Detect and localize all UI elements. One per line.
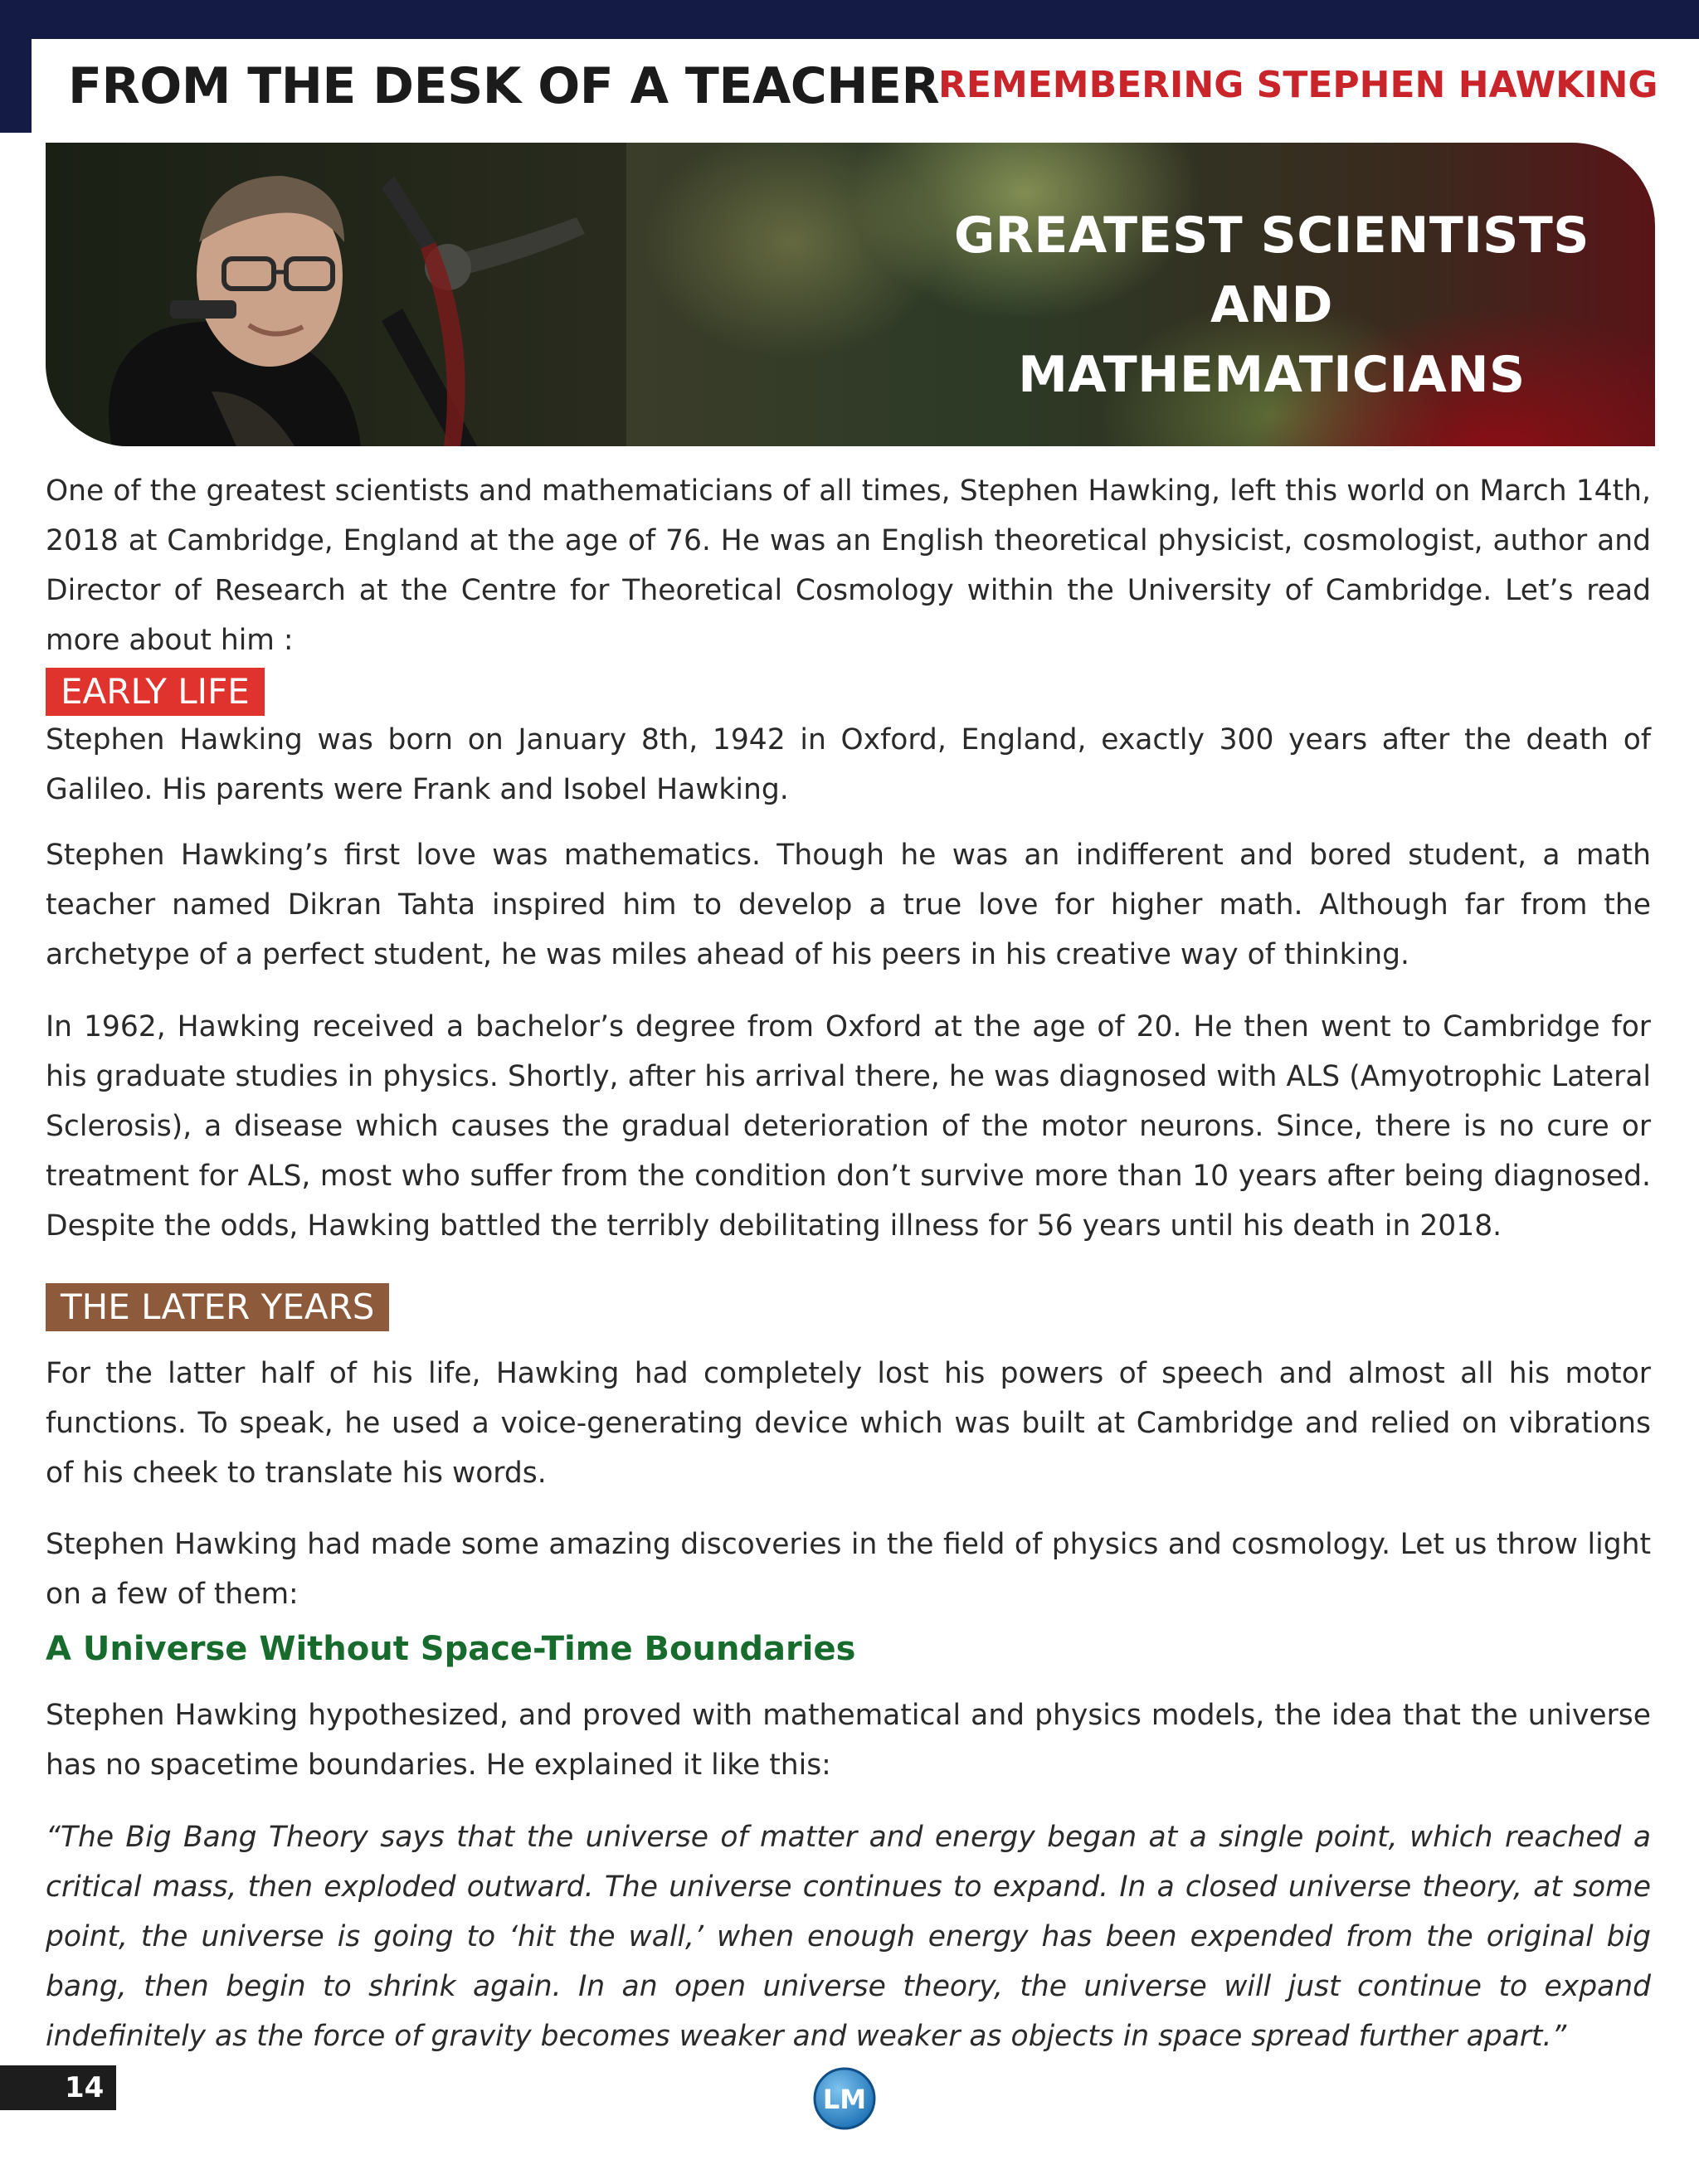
later-years-heading: THE LATER YEARS [46, 1283, 389, 1331]
magazine-logo [811, 2065, 878, 2132]
logo-text: LM [822, 2084, 867, 2115]
early-life-paragraph: Stephen Hawking’s first love was mathematics. Though he was an indifferent and bored student, a math teacher named Dikran Tahta inspired him to develop a true love for higher math. Although far from the archetype of a perfect student, he was miles ahead of his peers in his creative way of thinking. [46, 839, 1651, 971]
banner-title-line: MATHEMATICIANS [1018, 346, 1526, 404]
top-strip [0, 0, 1699, 39]
early-life-heading: EARLY LIFE [46, 668, 265, 716]
page-header [32, 39, 1691, 133]
universe-heading: A Universe Without Space-Time Boundaries [46, 1630, 856, 1668]
early-life-paragraph: Stephen Hawking was born on January 8th, 1942 in Oxford, England, exactly 300 years after the death of Galileo. His parents were Frank and Isobel Hawking. [46, 723, 1651, 806]
hawking-photo [46, 143, 626, 446]
later-years-paragraph: Stephen Hawking had made some amazing discoveries in the field of physics and cosmology. Let us throw light on a few of them: [46, 1528, 1651, 1611]
page-number: 14 [0, 2065, 116, 2110]
intro-paragraph: One of the greatest scientists and mathematicians of all times, Stephen Hawking, left this world on March 14th, 2018 at Cambridge, England at the age of 76. He was an English theoretical physicist, cosmologist, author and Director of Research at the Centre for Theoretical Cosmology within the University of Cambridge. Let’s read more about him : [46, 474, 1651, 657]
banner-title-line: AND [1210, 276, 1333, 334]
later-years-paragraph: For the latter half of his life, Hawking had completely lost his powers of speech and almost all his motor functions. To speak, he used a voice-generating device which was built at Cambridge and relied on vibrations of his cheek to translate his words. [46, 1357, 1651, 1490]
header-accent-bar [0, 33, 32, 133]
universe-paragraph: Stephen Hawking hypothesized, and proved with mathematical and physics models, the idea that the universe has no spacetime boundaries. He explained it like this: [46, 1699, 1651, 1782]
section-title: FROM THE DESK OF A TEACHER [68, 57, 940, 115]
hawking-quote: “The Big Bang Theory says that the universe of matter and energy began at a single point, which reached a critical mass, then exploded outward. The universe continues to expand. In a closed universe theory, at some point, the universe is going to ‘hit the wall,’ when enough energy has been expended from the original big bang, then begin to shrink again. In an open universe theory, the universe will just continue to expand indefinitely as the force of gravity becomes weaker and weaker as objects in space spread further apart.” [46, 1821, 1651, 2053]
article-subtitle: REMEMBERING STEPHEN HAWKING [938, 64, 1658, 106]
banner-title-line: GREATEST SCIENTISTS [953, 207, 1590, 265]
banner-title [898, 201, 1645, 410]
early-life-paragraph: In 1962, Hawking received a bachelor’s degree from Oxford at the age of 20. He then went to Cambridge for his graduate studies in physics. Shortly, after his arrival there, he was diagnosed with ALS (Amyotrophic Lateral Sclerosis), a disease which causes the gradual deterioration of the motor neurons. Since, there is no cure or treatment for ALS, most who suffer from the condition don’t survive more than 10 years after being diagnosed. Despite the odds, Hawking battled the terribly debilitating illness for 56 years until his death in 2018. [46, 1010, 1651, 1243]
hero-banner [46, 143, 1655, 446]
